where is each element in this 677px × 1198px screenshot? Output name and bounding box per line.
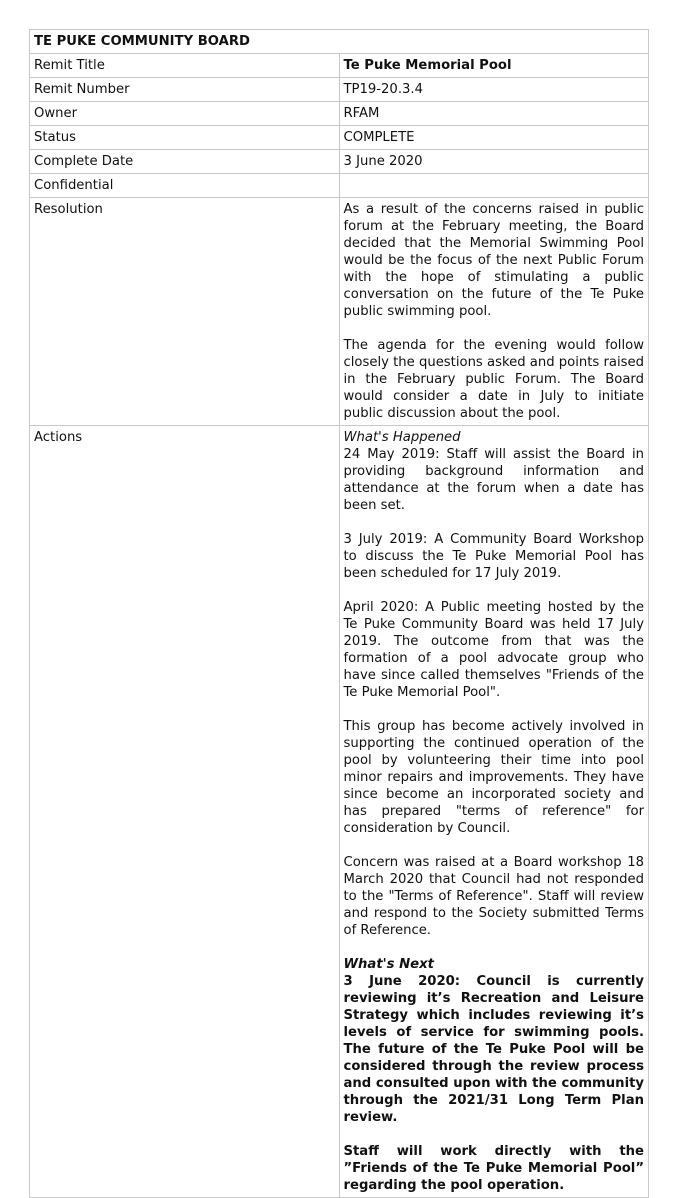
actions-row — [30, 426, 649, 1198]
remit-title-value: Te Puke Memorial Pool — [339, 54, 649, 78]
board-title: TE PUKE COMMUNITY BOARD — [30, 30, 649, 54]
owner-row — [30, 102, 649, 126]
complete-date-value: 3 June 2020 — [339, 150, 649, 174]
actions-value — [339, 426, 649, 1198]
actions-label: Actions — [30, 426, 340, 1198]
action-update: 3 July 2019: A Community Board Workshop to discuss the Te Puke Memorial Pool has been scheduled for 17 July 2019. — [343, 532, 644, 581]
action-update: Concern was raised at a Board workshop 18 March 2020 that Council had not responded to the "Terms of Reference". Staff will review and respond to the Society submitted Terms of Reference. — [343, 855, 644, 938]
next-step: 3 June 2020: Council is currently reviewing it’s Recreation and Leisure Strategy which includes reviewing it’s levels of service for swimming pools. The future of the Te Puke Pool will be considered through the review process and consulted upon with the community through the 2021/31 Long Term Plan review. — [343, 974, 644, 1125]
owner-label: Owner — [30, 102, 340, 126]
status-value: COMPLETE — [339, 126, 649, 150]
resolution-paragraph: The agenda for the evening would follow closely the questions asked and points raised in the February public Forum. The Board would consider a date in July to initiate public discussion about the pool. — [343, 338, 645, 421]
action-update: This group has become actively involved in supporting the continued operation of the pool by volunteering their time into pool minor repairs and improvements. They have since become an incorporated society and has prepared "terms of reference" for consideration by Council. — [343, 719, 644, 836]
status-label: Status — [30, 126, 340, 150]
next-step: Staff will work directly with the ”Friends of the Te Puke Memorial Pool” regarding the pool operation. — [343, 1144, 644, 1193]
remit-table — [29, 29, 649, 1198]
resolution-value — [339, 198, 649, 426]
owner-value: RFAM — [339, 102, 649, 126]
header-row — [30, 30, 649, 54]
remit-number-value: TP19-20.3.4 — [339, 78, 649, 102]
whats-next-heading: What's Next — [343, 957, 434, 972]
confidential-row — [30, 174, 649, 198]
remit-number-label: Remit Number — [30, 78, 340, 102]
resolution-label: Resolution — [30, 198, 340, 426]
action-update: 24 May 2019: Staff will assist the Board in providing background information and attendance at the forum when a date has been set. — [343, 447, 644, 513]
complete-date-label: Complete Date — [30, 150, 340, 174]
confidential-label: Confidential — [30, 174, 340, 198]
status-row — [30, 126, 649, 150]
resolution-paragraph: As a result of the concerns raised in public forum at the February meeting, the Board decided that the Memorial Swimming Pool would be the focus of the next Public Forum with the hope of stimulating a public conversation on the future of the Te Puke public swimming pool. — [343, 202, 644, 319]
remit-number-row — [30, 78, 649, 102]
action-update: April 2020: A Public meeting hosted by the Te Puke Community Board was held 17 July 2019. The outcome from that was the formation of a pool advocate group who have since called themselves "Friends of the Te Puke Memorial Pool". — [343, 600, 644, 700]
remit-title-row — [30, 54, 649, 78]
remit-title-label: Remit Title — [30, 54, 340, 78]
whats-happened-heading: What's Happened — [343, 430, 461, 445]
complete-date-row — [30, 150, 649, 174]
confidential-value — [339, 174, 649, 198]
resolution-row — [30, 198, 649, 426]
